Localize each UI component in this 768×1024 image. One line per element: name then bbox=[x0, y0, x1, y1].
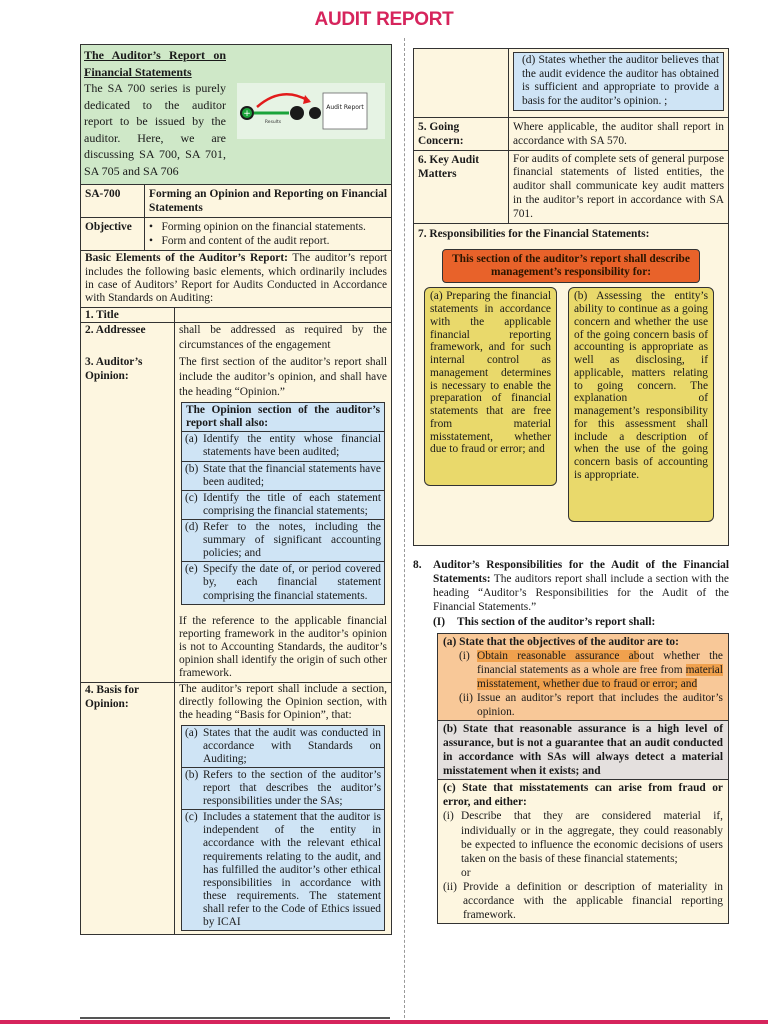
basis-label: 4. Basis for Opinion: bbox=[85, 684, 139, 711]
kam-row bbox=[414, 150, 729, 223]
objective-item: • Forming opinion on the financial statements. bbox=[149, 221, 366, 234]
right-column bbox=[413, 48, 729, 924]
sa-table bbox=[80, 185, 392, 251]
title-content bbox=[175, 308, 391, 322]
sa-text: Forming an Opinion and Reporting on Financial Statements bbox=[145, 185, 392, 218]
going-concern-label: 5. Going Concern: bbox=[414, 117, 509, 150]
section-8-sub: (I) This section of the auditor’s report shall: bbox=[433, 616, 656, 629]
objective-row bbox=[81, 218, 392, 251]
results-to-report-image bbox=[237, 83, 385, 139]
section-8-text: The auditors report shall include a section with the heading “Auditor’s Responsibilities for the Audit of the Financial Statements.” bbox=[433, 573, 729, 614]
opinion-box-item: (e) Specify the date of, or period covered by, each financial statement comprising the financial statements. bbox=[185, 563, 381, 602]
intro-box bbox=[80, 44, 392, 185]
intro-heading: The Auditor’s Report on Financial Statements bbox=[84, 48, 226, 79]
basis-item: (c) Includes a statement that the auditor is independent of the entity in accordance with the relevant ethical requirements relating to the audit, and has fulfilled the auditor’s other ethical responsibilities in accordance with these requirements. The statement shall refer to the Code of Ethics issued by ICAI bbox=[185, 811, 381, 929]
intro-illustration bbox=[229, 45, 391, 184]
section-8-heading: Auditor’s Responsibilities for the Audit of the Financial Statements: bbox=[433, 559, 729, 586]
basis-content bbox=[175, 683, 391, 934]
opinion-box-heading: The Opinion section of the auditor’s report shall also: bbox=[182, 403, 384, 432]
basis-box bbox=[181, 725, 385, 932]
intro-body: The SA 700 series is purely dedicated to the auditor report to be issued by the auditor. Here, we are discussing SA 700, SA 701, SA 705 and SA 706 bbox=[84, 81, 226, 178]
basis-row bbox=[80, 683, 392, 935]
section-7-banner: This section of the auditor’s report shall describe management’s responsibility for: bbox=[442, 249, 700, 283]
elements-content bbox=[175, 323, 391, 682]
section-7-heading: 7. Responsibilities for the Financial Statements: bbox=[418, 228, 650, 241]
section-8-box bbox=[437, 633, 729, 923]
section-7-box-b: (b) Assessing the entity’s ability to continue as a going concern and whether the use of the going concern basis of accounting is appropriate as well as disclosing, if applicable, matters relating to going concern. The explanation of management’s responsibility for this assessment shall include a description of when the use of the going concern basis of accounting is appropriate. bbox=[568, 287, 714, 522]
kam-text: For audits of complete sets of general purpose financial statements of listed entities, the auditor shall communicate key audit matters in the auditor’s report in accordance with SA 701. bbox=[509, 150, 729, 223]
opinion-label: 3. Auditor’s Opinion: bbox=[85, 355, 143, 382]
opinion-text: The first section of the auditor’s report shall include the auditor’s opinion, and shall have the heading “Opinion.” bbox=[179, 355, 387, 399]
right-table bbox=[413, 48, 729, 224]
section-7-box-a: (a) Preparing the financial statements in accordance with the applicable financial reporting framework, and for such internal control as management determines is necessary to enable the preparation of financial statements that are free from material misstatement, whether due to fraud or error; and bbox=[424, 287, 557, 486]
page-title: AUDIT REPORT bbox=[314, 9, 454, 30]
opinion-box-item: (d) Refer to the notes, including the summary of significant accounting policies; and bbox=[182, 520, 384, 562]
image-right-label: Audit Report bbox=[326, 104, 364, 111]
going-concern-row bbox=[414, 117, 729, 150]
basis-text: The auditor’s report shall include a section, directly following the Opinion section, with the heading “Basis for Opinion”, that: bbox=[179, 683, 387, 722]
basis-item: (a) States that the audit was conducted in accordance with Standards on Auditing; bbox=[182, 726, 384, 768]
opinion-box-item: (a) Identify the entity whose financial statements have been audited; bbox=[182, 432, 384, 461]
left-column bbox=[80, 44, 392, 935]
element-labels bbox=[81, 323, 175, 682]
bottom-rule bbox=[80, 1017, 390, 1019]
title-label: 1. Title bbox=[85, 308, 119, 321]
element-labels bbox=[81, 308, 175, 322]
intro-text bbox=[81, 45, 229, 184]
opinion-box bbox=[181, 402, 385, 605]
section-8-c: (c) State that misstatements can arise from fraud or error, and either: (i) Describe that they are considered material if, individually or in the aggregate, they could reasonably be expected to influence the economic decisions of users taken on the basis of these financial statements; or (ii) Provide a definition or description of materiality in accordance with the applicable financial reporting framework. bbox=[438, 780, 728, 922]
basic-elements-heading: Basic Elements of the Auditor’s Report: bbox=[85, 252, 288, 265]
image-left-label: Results bbox=[264, 120, 282, 125]
d-item-row bbox=[414, 49, 729, 118]
opinion-note: If the reference to the applicable financial reporting framework in the auditor’s opinion is not to Accounting Standards, the auditor’s opinion shall identify the origin of such other framework. bbox=[179, 614, 387, 680]
basis-item: (b) Refers to the section of the auditor’s report that describes the auditor’s responsibilities under the SAs; bbox=[182, 768, 384, 810]
bottom-accent-bar bbox=[0, 1020, 768, 1024]
elements-body bbox=[80, 323, 392, 683]
column-divider bbox=[404, 38, 405, 1018]
opinion-box-item: (b) State that the financial statements have been audited; bbox=[182, 462, 384, 491]
section-8 bbox=[413, 558, 729, 923]
going-concern-text: Where applicable, the auditor shall report in accordance with SA 570. bbox=[509, 117, 729, 150]
svg-text:+: + bbox=[243, 109, 251, 119]
elements-table bbox=[80, 308, 392, 323]
objective-list bbox=[145, 218, 392, 251]
section-7 bbox=[413, 224, 729, 546]
d-item-cell bbox=[509, 49, 729, 118]
section-8-intro: 8. Auditor’s Responsibilities for the Audit of the Financial Statements: The auditors report shall include a section with the heading “Auditor’s Responsibilities for the Audit of the Financial Statements.” bbox=[413, 559, 729, 614]
kam-label: 6. Key Audit Matters bbox=[414, 150, 509, 223]
basic-elements-text: The auditor’s report includes the following basic elements, which ordinarily includes in case of Auditors’ Report for Audits Conducted in Accordance with Standards on Auditing: bbox=[85, 252, 387, 305]
opinion-box-item: (c) Identify the title of each statement comprising the financial statements; bbox=[182, 491, 384, 520]
addressee-label: 2. Addressee bbox=[85, 323, 146, 336]
d-item-box: (d) States whether the auditor believes that the audit evidence the auditor has obtained is sufficient and appropriate to provide a basis for the auditor’s opinion. ; bbox=[513, 52, 724, 111]
element-labels bbox=[81, 683, 175, 934]
objective-label: Objective bbox=[81, 218, 145, 251]
section-8-b: (b) State that reasonable assurance is a high level of assurance, but is not a guarantee that an audit conducted in accordance with SAs will always detect a material misstatement when it exists; and bbox=[438, 721, 728, 780]
sa-row bbox=[81, 185, 392, 218]
section-8-a: (a) State that the objectives of the auditor are to: (i) Obtain reasonable assurance about whether the financial statements as a whole are free from material misstatement, whether due to fraud or error; and (ii) Issue an auditor’s report that includes the auditor’s opinion. bbox=[438, 634, 728, 721]
d-item-spacer bbox=[414, 49, 509, 118]
basic-elements bbox=[80, 251, 392, 308]
sa-label: SA-700 bbox=[81, 185, 145, 218]
objective-item: • Form and content of the audit report. bbox=[149, 235, 330, 248]
addressee-text: shall be addressed as required by the circumstances of the engagement bbox=[179, 323, 387, 351]
